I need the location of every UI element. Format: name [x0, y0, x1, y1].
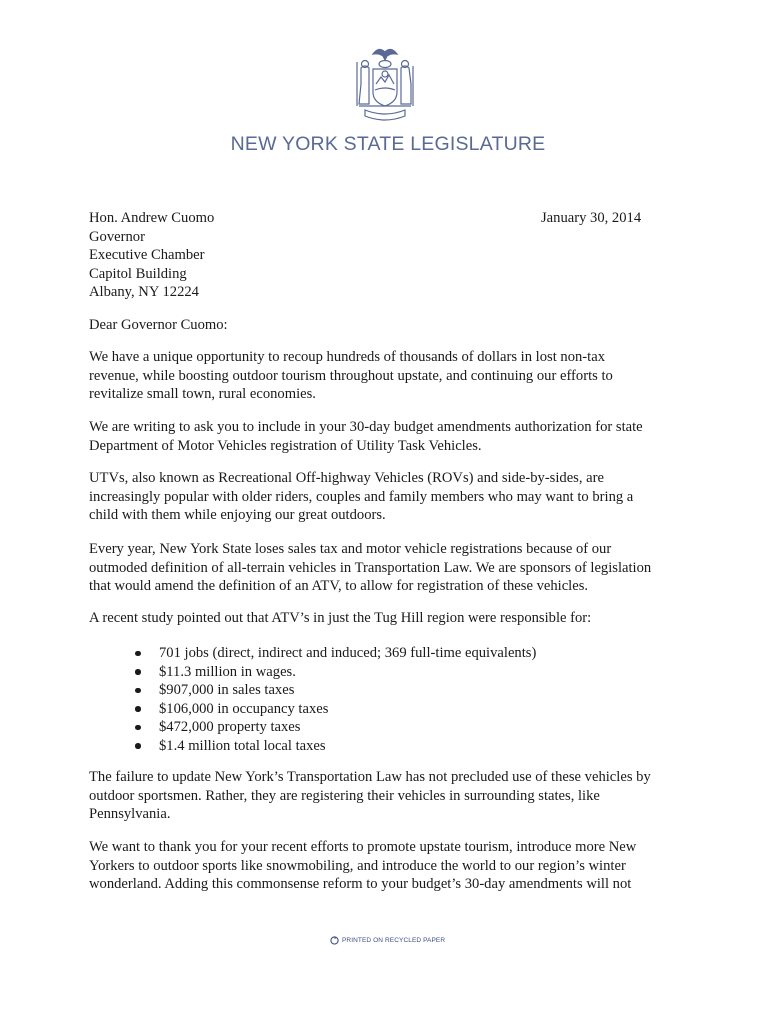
bullet-icon: [135, 725, 141, 731]
list-item: [135, 737, 536, 756]
paragraph-line: outdoor sportsmen. Rather, they are registering their vehicles in surrounding states, like: [89, 787, 600, 804]
paragraph: [89, 540, 679, 596]
paragraph-line: Every year, New York State loses sales tax and motor vehicle registrations because of our: [89, 541, 612, 557]
recipient-address: [89, 209, 214, 302]
paragraph-line: We want to thank you for your recent efforts to promote upstate tourism, introduce more New: [89, 839, 637, 855]
bullet-icon: [135, 669, 141, 675]
address-line: Capitol Building: [89, 265, 187, 282]
paragraph: [89, 609, 679, 628]
paragraph-line: A recent study pointed out that ATV’s in just the Tug Hill region were responsible for:: [89, 610, 592, 626]
list-item: [135, 644, 536, 663]
paragraph: [89, 348, 679, 404]
paragraph: [89, 768, 679, 824]
new-york-state-seal-icon: [345, 44, 425, 126]
paragraph-line: wonderland. Adding this commonsense reform to your budget’s 30-day amendments will not: [89, 876, 632, 893]
list-item-text: $11.3 million in wages.: [159, 663, 296, 680]
paragraph: [89, 469, 679, 525]
list-item-text: $907,000 in sales taxes: [159, 682, 295, 698]
list-item: [135, 663, 536, 682]
paragraph-line: outmoded definition of all-terrain vehicles in Transportation Law. We are sponsors of legislation: [89, 559, 652, 576]
paragraph-line: child with them while enjoying our great outdoors.: [89, 507, 386, 524]
list-item: [135, 700, 536, 719]
paragraph: [89, 418, 679, 455]
address-line: Executive Chamber: [89, 247, 205, 264]
paragraph-line: revitalize small town, rural economies.: [89, 386, 316, 403]
recycle-icon: [330, 936, 339, 945]
letter-date: January 30, 2014: [541, 210, 642, 226]
bullet-icon: [135, 688, 141, 694]
statistics-list: [135, 644, 536, 755]
paragraph-line: Pennsylvania.: [89, 806, 171, 823]
list-item: [135, 681, 536, 700]
paragraph-line: The failure to update New York’s Transportation Law has not precluded use of these vehicles by: [89, 769, 651, 785]
bullet-icon: [135, 706, 141, 712]
address-line: Governor: [89, 228, 145, 245]
list-item-text: 701 jobs (direct, indirect and induced; 369 full-time equivalents): [159, 645, 537, 661]
paragraph-line: Department of Motor Vehicles registration of Utility Task Vehicles.: [89, 437, 482, 454]
list-item-text: $472,000 property taxes: [159, 719, 301, 735]
letterhead-title: NEW YORK STATE LEGISLATURE: [230, 133, 546, 155]
paragraph: [89, 838, 679, 894]
paragraph-line: that would amend the definition of an ATV, to allow for registration of these vehicles.: [89, 578, 589, 595]
list-item-text: $1.4 million total local taxes: [159, 737, 326, 754]
address-line: Albany, NY 12224: [89, 284, 199, 301]
paragraph-line: UTVs, also known as Recreational Off-highway Vehicles (ROVs) and side-by-sides, are: [89, 470, 604, 486]
address-line: Hon. Andrew Cuomo: [89, 210, 215, 226]
paragraph-line: Yorkers to outdoor sports like snowmobiling, and introduce the world to our region’s winter: [89, 857, 626, 874]
list-item: [135, 718, 536, 737]
salutation: Dear Governor Cuomo:: [89, 317, 228, 333]
paragraph-line: We are writing to ask you to include in your 30-day budget amendments authorization for state: [89, 419, 643, 435]
list-item-text: $106,000 in occupancy taxes: [159, 700, 329, 717]
paragraph-line: revenue, while boosting outdoor tourism throughout upstate, and continuing our efforts to: [89, 367, 613, 384]
bullet-icon: [135, 651, 141, 657]
bullet-icon: [135, 743, 141, 749]
paragraph-line: increasingly popular with older riders, couples and family members who may want to bring a: [89, 488, 634, 505]
footer-text: PRINTED ON RECYCLED PAPER: [342, 937, 446, 944]
printed-on-recycled-paper-footer: [330, 936, 445, 945]
paragraph-line: We have a unique opportunity to recoup hundreds of thousands of dollars in lost non-tax: [89, 349, 605, 365]
